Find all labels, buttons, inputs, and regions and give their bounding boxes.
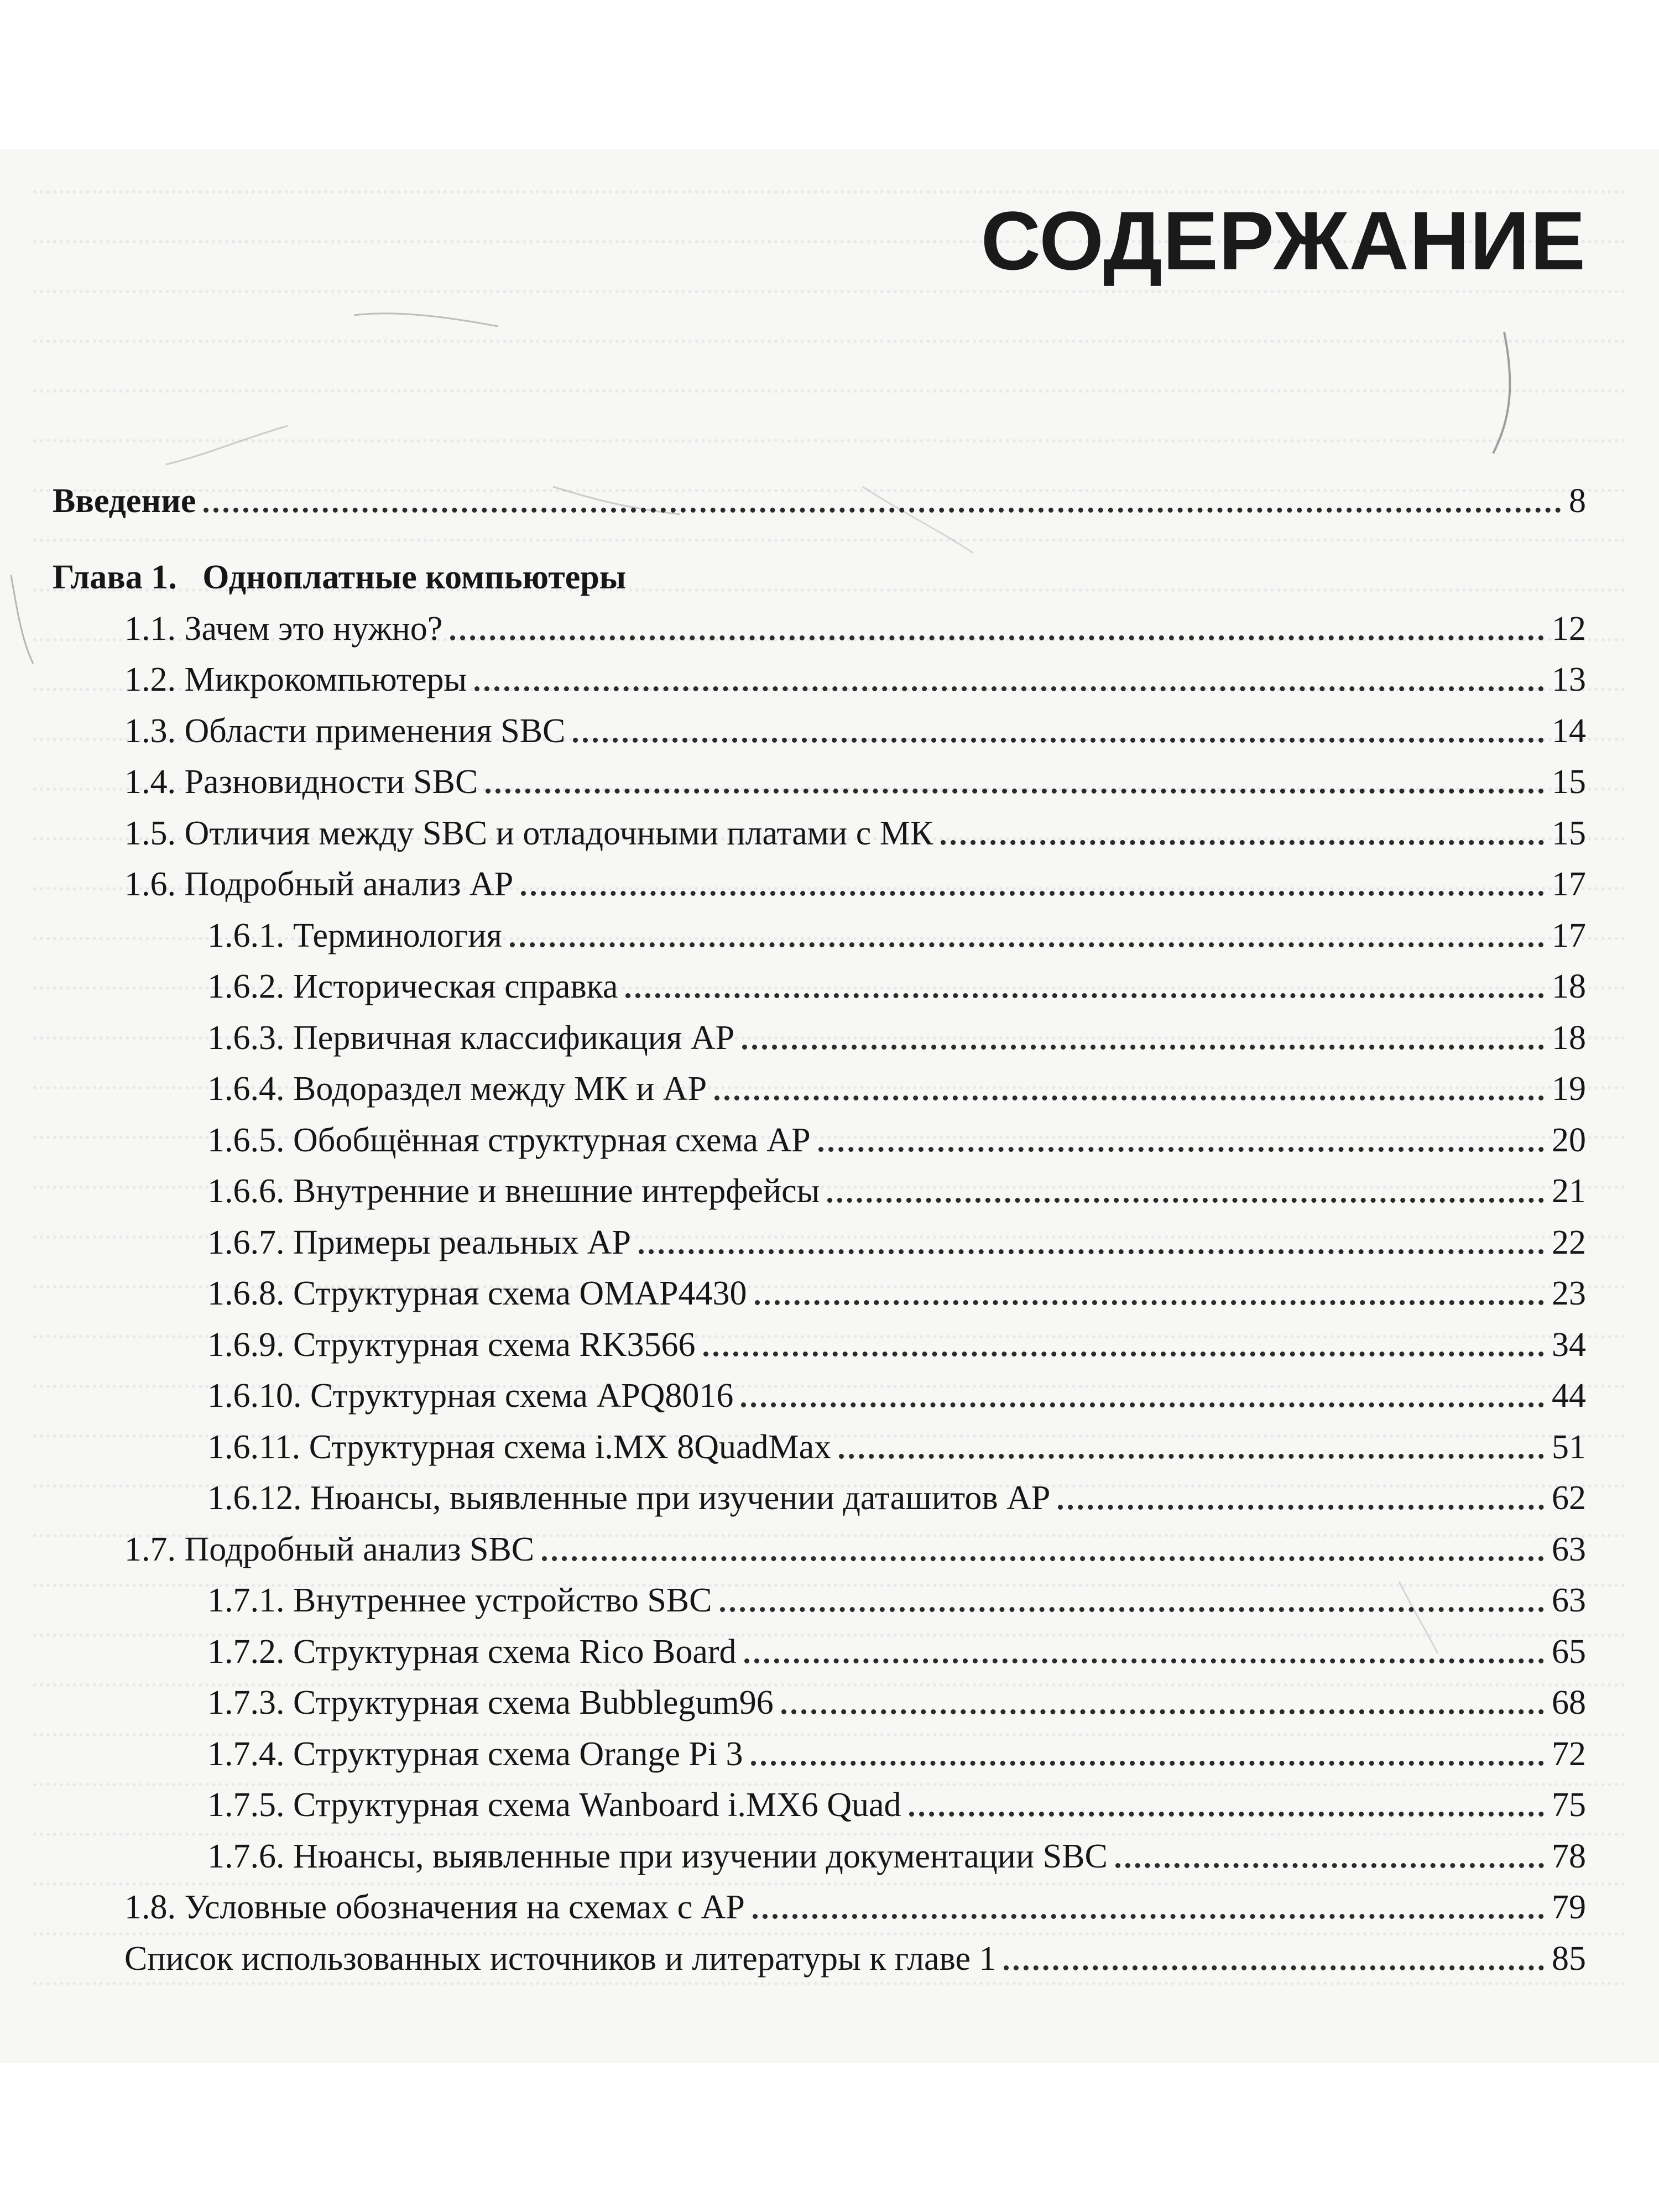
toc-entry-page: 63 — [1552, 1582, 1586, 1619]
toc-entry-page: 34 — [1552, 1326, 1586, 1364]
dot-leader — [751, 1761, 1544, 1766]
toc-entry-title: 1.6.2. Историческая справка — [207, 968, 618, 1005]
toc-entry-title: 1.6.7. Примеры реальных AP — [207, 1224, 632, 1261]
toc-entry-page: 17 — [1552, 917, 1586, 954]
toc-entry[interactable] — [124, 748, 1586, 799]
toc-entry[interactable] — [124, 851, 1586, 901]
toc-entry-references[interactable] — [124, 1925, 1586, 1976]
toc-entry-title: 1.6.3. Первичная классификация AP — [207, 1019, 735, 1057]
toc-entry[interactable] — [207, 1004, 1586, 1055]
dot-leader — [755, 1300, 1544, 1305]
toc-entry-page: 15 — [1552, 815, 1586, 852]
toc-entry-intro[interactable] — [53, 467, 1586, 518]
dot-leader — [703, 1352, 1544, 1357]
toc-entry-title: 1.7.5. Структурная схема Wanboard i.MX6 Quad — [207, 1786, 901, 1824]
toc-entry[interactable] — [207, 902, 1586, 953]
toc-entry-title: 1.6.11. Структурная схема i.MX 8QuadMax — [207, 1428, 832, 1466]
toc-entry[interactable] — [207, 1260, 1586, 1311]
toc-entry-page: 18 — [1552, 1019, 1586, 1057]
toc-entry-page: 85 — [1552, 1940, 1586, 1978]
dot-leader — [639, 1249, 1544, 1254]
dot-leader — [714, 1095, 1544, 1100]
dot-leader — [741, 1402, 1544, 1407]
toc-entry[interactable] — [124, 646, 1586, 697]
toc-entry-title: 1.7.2. Структурная схема Rico Board — [207, 1633, 737, 1671]
toc-entry-page: 18 — [1552, 968, 1586, 1005]
dot-leader — [781, 1709, 1544, 1714]
dot-leader — [573, 738, 1544, 743]
dot-leader — [1115, 1863, 1544, 1868]
toc-entry[interactable] — [124, 1874, 1586, 1924]
toc-entry-title: 1.6.10. Структурная схема APQ8016 — [207, 1377, 734, 1415]
toc-entry-page: 14 — [1552, 712, 1586, 750]
toc-entry-page: 15 — [1552, 763, 1586, 801]
dot-leader — [909, 1812, 1544, 1817]
toc-entry-page: 21 — [1552, 1172, 1586, 1210]
toc-entry-page: 19 — [1552, 1070, 1586, 1108]
toc-entry-page: 20 — [1552, 1121, 1586, 1159]
toc-entry-title: 1.6.12. Нюансы, выявленные при изучении даташитов AP — [207, 1479, 1051, 1517]
toc-entry[interactable] — [124, 697, 1586, 748]
toc-chapter-1[interactable] — [53, 544, 1586, 594]
toc-entry-title: Глава 1. Одноплатные компьютеры — [53, 559, 627, 596]
toc-entry-title: 1.6.1. Терминология — [207, 917, 502, 954]
toc-entry[interactable] — [207, 1464, 1586, 1515]
toc-entry-page: 68 — [1552, 1684, 1586, 1721]
dot-leader — [1004, 1965, 1544, 1970]
toc-entry-page: 12 — [1552, 610, 1586, 648]
toc-entry[interactable] — [207, 1720, 1586, 1771]
dot-leader — [521, 891, 1544, 896]
toc-entry-title: 1.6.6. Внутренние и внешние интерфейсы — [207, 1172, 820, 1210]
toc-entry[interactable] — [207, 1055, 1586, 1106]
toc-entry-title: 1.6.4. Водораздел между МК и AP — [207, 1070, 707, 1108]
toc-entry[interactable] — [124, 1516, 1586, 1567]
dot-leader — [450, 635, 1544, 640]
toc-entry-title: 1.7.1. Внутреннее устройство SBC — [207, 1582, 712, 1619]
toc-entry[interactable] — [124, 595, 1586, 646]
toc-entry-title: 1.3. Области применения SBC — [124, 712, 566, 750]
toc-entry-page: 44 — [1552, 1377, 1586, 1415]
toc-entry[interactable] — [207, 1157, 1586, 1208]
toc-entry-page: 63 — [1552, 1531, 1586, 1568]
toc-entry-title: 1.5. Отличия между SBC и отладочными платами с МК — [124, 815, 933, 852]
dot-leader — [839, 1454, 1544, 1459]
dot-leader — [941, 840, 1544, 845]
toc-entry-title: 1.2. Микрокомпьютеры — [124, 661, 467, 698]
dot-leader — [742, 1045, 1544, 1050]
toc-entry-title: 1.7.6. Нюансы, выявленные при изучении документации SBC — [207, 1838, 1108, 1875]
toc-entry-title: 1.6.5. Обобщённая структурная схема AP — [207, 1121, 811, 1159]
dot-leader — [744, 1658, 1545, 1663]
toc-entry[interactable] — [207, 1669, 1586, 1720]
toc-entry-page: 13 — [1552, 661, 1586, 698]
toc-entry[interactable] — [207, 1209, 1586, 1260]
dot-leader — [204, 508, 1561, 513]
toc-entry-page: 79 — [1552, 1888, 1586, 1926]
toc-entry[interactable] — [207, 1618, 1586, 1669]
toc-entry-page: 78 — [1552, 1838, 1586, 1875]
dot-leader — [474, 686, 1544, 691]
toc-entry-page: 75 — [1552, 1786, 1586, 1824]
toc-entry-title: 1.7.4. Структурная схема Orange Pi 3 — [207, 1735, 743, 1773]
toc-entry-page: 65 — [1552, 1633, 1586, 1671]
toc-entry-title: 1.6.8. Структурная схема OMAP4430 — [207, 1275, 747, 1312]
toc-entry-page: 17 — [1552, 865, 1586, 903]
dot-leader — [753, 1914, 1544, 1919]
toc-entry-title: Список использованных источников и литературы к главе 1 — [124, 1940, 997, 1978]
toc-entry-page: 22 — [1552, 1224, 1586, 1261]
toc-entry-page: 8 — [1569, 482, 1586, 520]
toc-entry[interactable] — [207, 1567, 1586, 1618]
toc-entry[interactable] — [207, 1771, 1586, 1822]
toc-entry-title: 1.6.9. Структурная схема RK3566 — [207, 1326, 696, 1364]
toc-entry-title: Введение — [53, 482, 196, 520]
contents-heading: СОДЕРЖАНИЕ — [980, 194, 1586, 287]
toc-entry-page: 62 — [1552, 1479, 1586, 1517]
toc-entry-title: 1.8. Условные обозначения на схемах с AP — [124, 1888, 745, 1926]
dot-leader — [625, 993, 1544, 998]
toc-entry[interactable] — [124, 800, 1586, 851]
toc-entry-title: 1.6. Подробный анализ AP — [124, 865, 514, 903]
toc-entry-title: 1.7.3. Структурная схема Bubblegum96 — [207, 1684, 774, 1721]
dot-leader — [1058, 1505, 1544, 1510]
toc-entry-page: 72 — [1552, 1735, 1586, 1773]
dot-leader — [510, 942, 1544, 947]
toc-entry-title: 1.1. Зачем это нужно? — [124, 610, 443, 648]
dot-leader — [542, 1556, 1544, 1561]
toc-entry-page: 51 — [1552, 1428, 1586, 1466]
dot-leader — [486, 789, 1544, 794]
toc-entry[interactable] — [207, 953, 1586, 1004]
toc-entry-page: 23 — [1552, 1275, 1586, 1312]
toc-entry[interactable] — [207, 1362, 1586, 1413]
toc-entry[interactable] — [207, 1311, 1586, 1362]
toc-entry-title: 1.4. Разновидности SBC — [124, 763, 478, 801]
dot-leader — [720, 1607, 1544, 1612]
toc-entry-title: 1.7. Подробный анализ SBC — [124, 1531, 535, 1568]
toc-entry[interactable] — [207, 1107, 1586, 1157]
toc-entry[interactable] — [207, 1413, 1586, 1464]
dot-leader — [827, 1198, 1544, 1203]
toc-entry[interactable] — [207, 1823, 1586, 1874]
dot-leader — [818, 1147, 1544, 1152]
